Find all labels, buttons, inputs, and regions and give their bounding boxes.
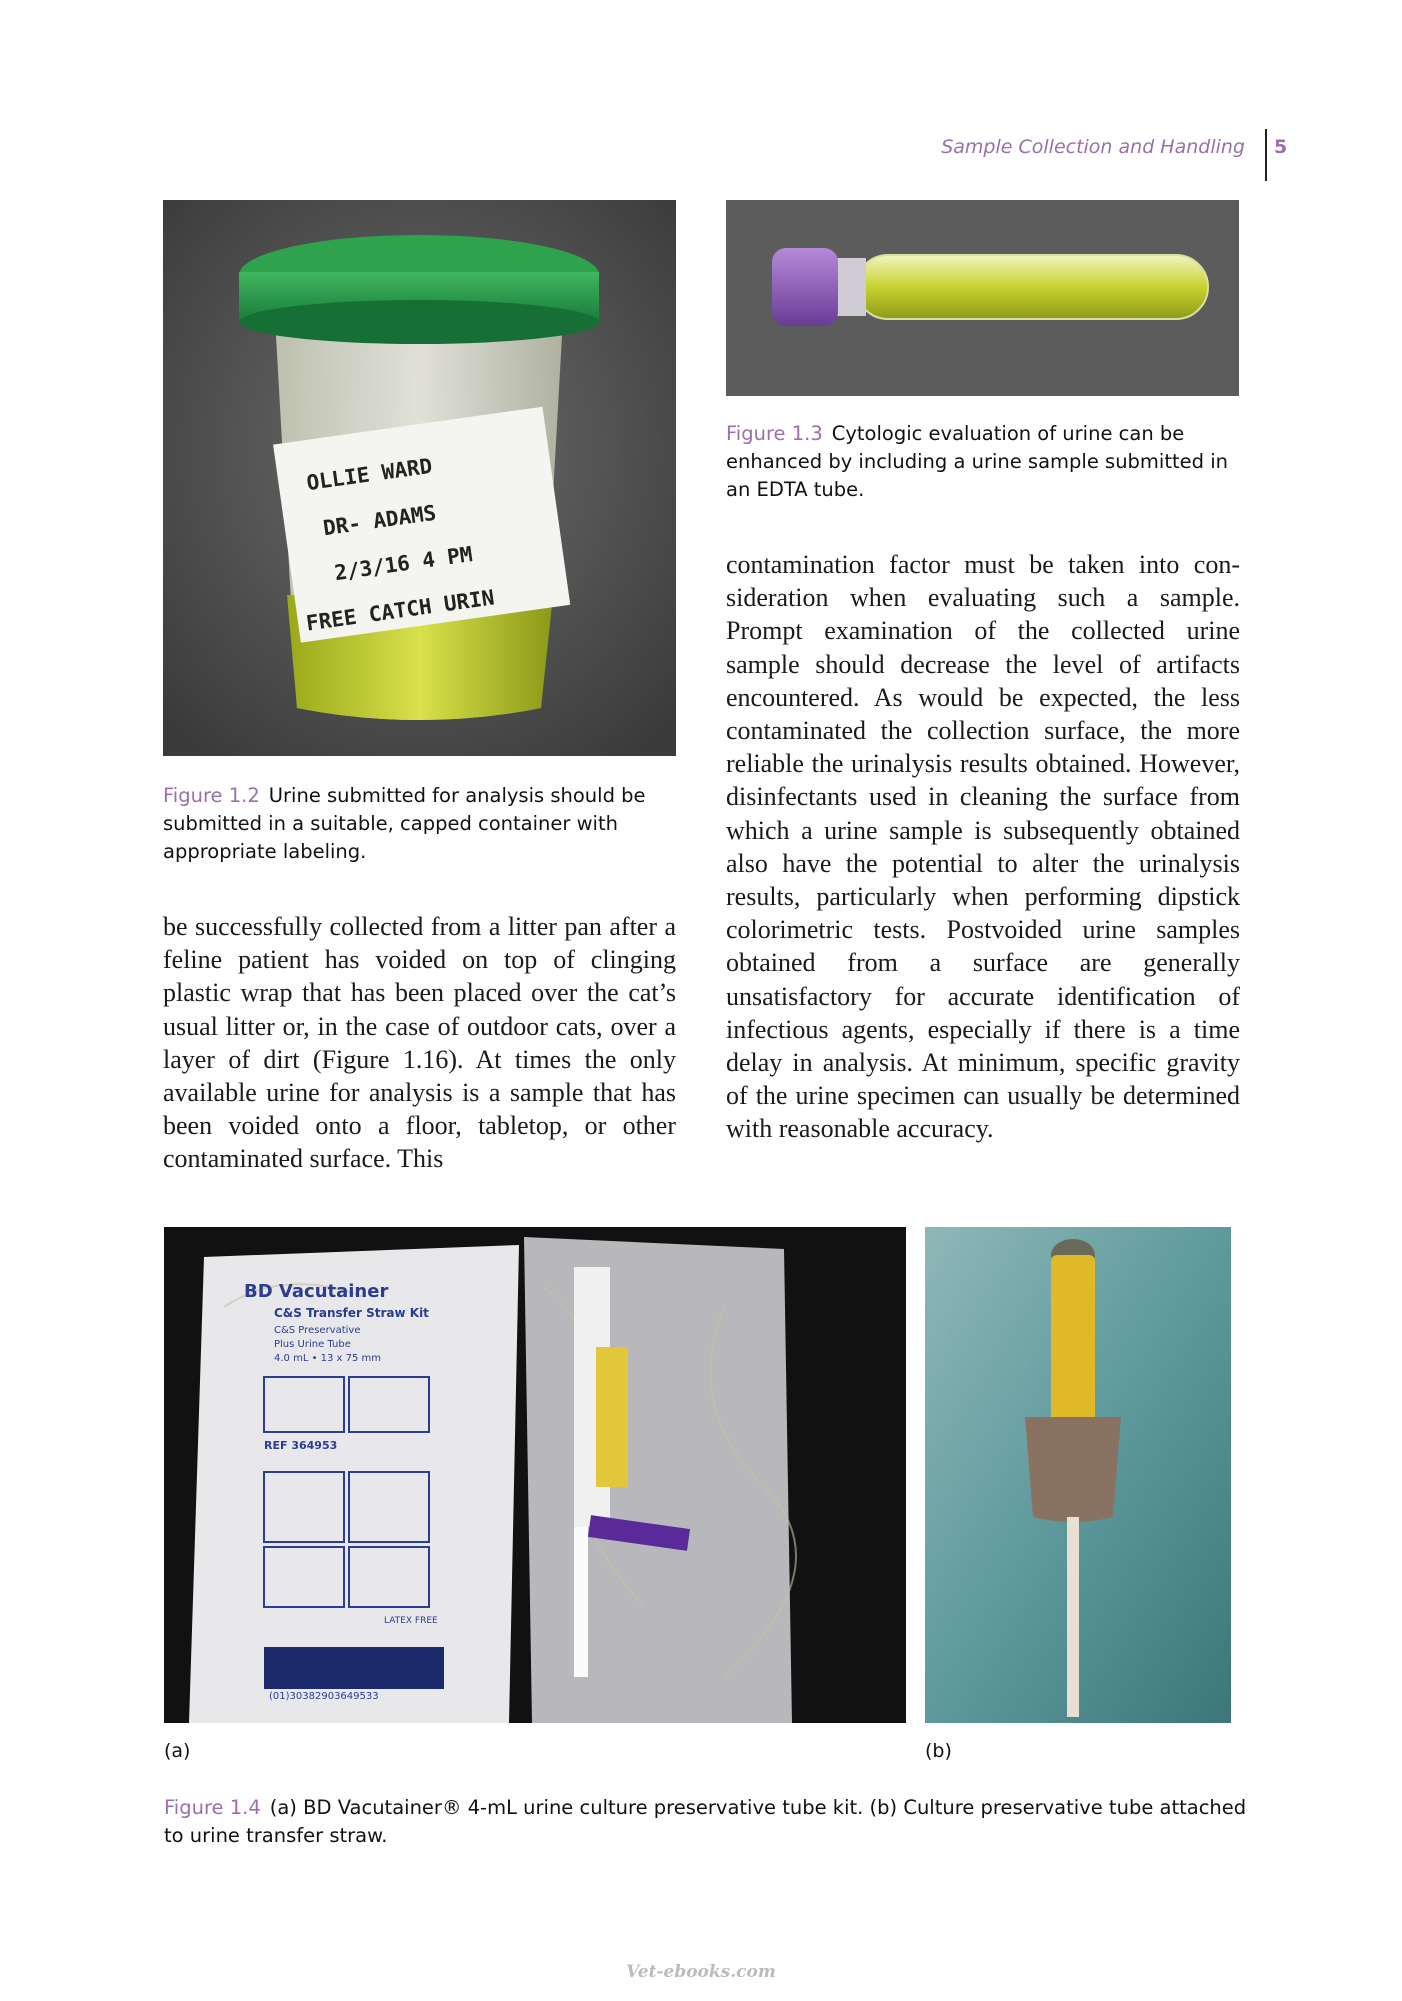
svg-text:C&S Preservative: C&S Preservative xyxy=(274,1325,361,1336)
figure-1-3-caption xyxy=(726,420,1246,504)
svg-text:FREE CATCH URIN: FREE CATCH URIN xyxy=(304,585,496,636)
figure-1-4-caption xyxy=(164,1794,1254,1850)
panel-label-b: (b) xyxy=(925,1740,952,1762)
header-divider xyxy=(1265,129,1267,181)
svg-text:C&S Transfer Straw Kit: C&S Transfer Straw Kit xyxy=(274,1306,429,1320)
figure-label: Figure 1.3 xyxy=(726,422,823,445)
caption-text: Urine submitted for analysis should be submitted in a suitable, capped container with appropriate labeling. xyxy=(163,784,646,863)
svg-text:BD Vacutainer: BD Vacutainer xyxy=(244,1281,389,1302)
body-text-left-column: be successfully collected from a litter pan after a feline patient has voided on top of clinging plastic wrap that has been placed over the cat’s usual litter or, in the case of outdoor cats, over a layer of dirt (Figure 1.16). At times the only available urine for analysis is a sample that has been voided onto a floor, tabletop, or other contaminated surface. This xyxy=(163,912,676,1174)
figure-1-3-photo xyxy=(726,200,1239,396)
figure-1-4b-photo xyxy=(925,1227,1231,1723)
caption-text: (a) BD Vacutainer® 4-mL urine culture preservative tube kit. (b) Culture preservative tube attached to urine transfer straw. xyxy=(164,1796,1247,1847)
svg-text:REF 364953: REF 364953 xyxy=(264,1439,338,1452)
svg-text:DR- ADAMS: DR- ADAMS xyxy=(321,500,438,541)
svg-text:4.0 mL • 13 x 75 mm: 4.0 mL • 13 x 75 mm xyxy=(274,1353,382,1364)
svg-text:(01)30382903649533: (01)30382903649533 xyxy=(269,1691,379,1702)
figure-1-2-caption xyxy=(163,782,683,866)
figure-1-2-photo xyxy=(163,200,676,756)
figure-label: Figure 1.4 xyxy=(164,1796,261,1819)
running-title: Sample Collection and Handling xyxy=(941,136,1245,158)
body-text-right-column: contamination factor must be taken into consideration when evaluating such a sample. Prompt examination of the collected urine sample should decrease the level of artifacts encountered. As would be expected, the less contaminated the collection surface, the more reliable the urinalysis results obtained. However, disinfectants used in cleaning the surface from which a urine sample is subsequently obtained also have the potential to alter the urinalysis results, particularly when performing dipstick colorimetric tests. Postvoided urine samples obtained from a surface are generally unsatisfactory for accurate identification of infectious agents, especially if there is a time delay in analysis. At minimum, specific gravity of the urine specimen can usually be determined with reasonable accuracy. xyxy=(726,550,1240,1144)
watermark-logo: Vet-ebooks.com xyxy=(626,1962,776,1982)
svg-text:2/3/16 4 PM: 2/3/16 4 PM xyxy=(332,542,474,586)
caption-text: Cytologic evaluation of urine can be enhanced by including a urine sample submitted in an EDTA tube. xyxy=(726,422,1228,501)
page-number: 5 xyxy=(1274,136,1288,158)
figure-1-4a-photo xyxy=(164,1227,906,1723)
svg-text:Plus Urine Tube: Plus Urine Tube xyxy=(274,1339,351,1350)
svg-text:LATEX FREE: LATEX FREE xyxy=(384,1616,438,1626)
panel-label-a: (a) xyxy=(164,1740,191,1762)
svg-text:OLLIE WARD: OLLIE WARD xyxy=(305,453,434,496)
figure-label: Figure 1.2 xyxy=(163,784,260,807)
